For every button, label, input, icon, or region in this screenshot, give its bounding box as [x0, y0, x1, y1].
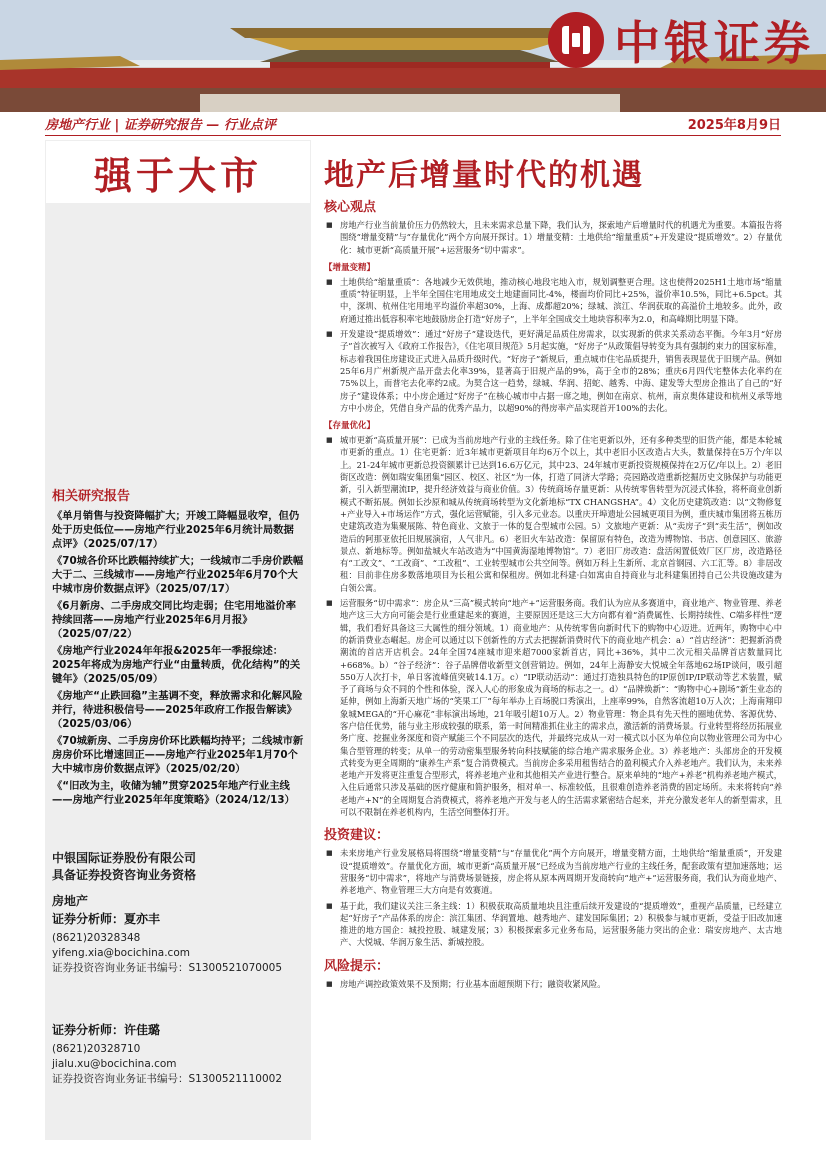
core-intro: ■ 房地产行业当前量价压力仍然较大，且未来需求总量下降，我们认为，探索地产后增量时代的机遇尤为重要。本篇报告将围绕“增量变精”与“存量优化”两个方向展开探讨。1）增量变精：土地供给“缩量重质”+开发建设“提质增效”。2）存量优化：城市更新“高质量开展”+运营服务“切中需求”。	[324, 219, 782, 256]
analyst-email[interactable]: yifeng.xia@bocichina.com	[52, 947, 190, 959]
related-reports	[52, 485, 304, 810]
risk-heading: 风险提示：	[324, 958, 390, 974]
firm-name: 中银国际证券股份有限公司	[52, 851, 197, 865]
related-item[interactable]: 《房地产行业2024年年报&2025年一季报综述：2025年将成为房地产行业“由量转质，优化结构”的关键年》（2025/05/09）	[52, 645, 301, 685]
analyst-name: 证券分析师：许佳璐	[52, 1023, 161, 1037]
firm-sector: 房地产	[52, 894, 89, 908]
report-category: 房地产行业 | 证券研究报告 — 行业点评	[45, 118, 276, 133]
related-item[interactable]: 《70城新房、二手房房价环比跌幅均持平；二线城市新房房价环比增速回正——房地产行业2025年1月70个大中城市房价数据点评》（2025/02/20）	[52, 735, 304, 775]
logo-text: 中银证券	[614, 16, 814, 70]
analyst-2	[52, 1023, 304, 1087]
related-item[interactable]: 《房地产“止跌回稳”主基调不变，释放需求和化解风险并行，待进积极信号——2025年政府工作报告解读》（2025/03/06）	[52, 690, 303, 730]
invest-paragraph-2: ■ 基于此，我们建议关注三条主线：1）积极获取高质量地块且注重后续开发建设的“提质增效”，重视产品质量，已经建立起“好房子”产品体系的房企：滨江集团、华润置地、越秀地产、建发国际集团；2）积极参与城市更新，受益于旧改加速推进的地方国企：城投控股、城建发展；3）积极探索多元业务布局，运营服务能力突出的企业：瑞安房地产、太古地产、大悦城、华润万象生活、新城控股。	[324, 900, 782, 949]
risk-text: ■ 房地产调控政策效果不及预期；行业基本面超预期下行；融资收紧风险。	[324, 978, 782, 990]
related-item[interactable]: 《“旧改为主，收储为辅”贯穿2025年地产行业主线——房地产行业2025年年度策略》（2024/12/13）	[52, 780, 295, 806]
boc-logo-icon	[548, 12, 604, 68]
invest-paragraph-1: ■ 未来房地产行业发展格局将围绕“增量变精”与“存量优化”两个方向展开，增量变精方面，土地供给“缩量重质”，开发建设“提质增效”。存量优化方面，城市更新“高质量开展”已经成为当前房地产行业的主线任务，配套政策有望加速落地；运营服务“切中需求”，将地产与消费场景链接，房企将从原本两周期开发商转向“地产+”运营服务商，我们认为商业地产、养老地产、物业管理三大方向是有效赛道。	[324, 847, 782, 896]
firm-info	[52, 850, 304, 910]
related-item[interactable]: 《单月销售与投资降幅扩大；开竣工降幅显收窄，但仍处于历史低位——房地产行业2025年6月统计局数据点评》（2025/07/17）	[52, 510, 300, 550]
rating-label: 强于大市	[93, 153, 262, 198]
main-content	[324, 196, 782, 993]
related-heading: 相关研究报告	[52, 489, 131, 504]
land-supply-paragraph: ■ 土地供给“缩量重质”：各地减少无效供地，推动核心地段宅地入市，规划调整更合理。这也使得2025H1土地市场“缩量重质”特征明显，上半年全国住宅用地成交土地建面同比-4%，楼面均价同比+25%，溢价率10.5%，同比+6.5pct。其中，深圳、杭州住宅用地平均溢价率超30%，上海、成都超20%；绿城、滨江、华润获取的高溢价土地较多。此外，政府通过推出低容积率宅地鼓励房企打造“好房子”，上半年全国成交土地块容积率为2.0，和高峰期比明显下降。	[324, 276, 782, 325]
analyst-cert: 证券投资咨询业务证书编号：S1300521070005	[52, 962, 283, 974]
analyst-name: 证券分析师：夏亦丰	[52, 912, 161, 926]
core-heading: 核心观点	[324, 200, 377, 215]
report-header-strip	[45, 112, 781, 136]
report-date: 2025年8月9日	[687, 118, 781, 133]
development-paragraph: ■ 开发建设“提质增效”：通过“好房子”建设迭代，更好满足品质住房需求，以实现新的供求关系动态平衡。今年3月“好房子”首次被写入《政府工作报告》，《住宅项目规范》5月起实施，“好房子”从政策倡导转变为具有强制约束力的国家标准，标志着我国住房建设正式进入品质升级时代。“好房子”新规后，重点城市住宅品质提升，销售表现显优于旧规产品。例如25年6月广州新规产品开盘去化率39%，显著高于旧规产品的9%，高于全市的28%；重庆6月四代宅整体去化率约在75%以上，而普宅去化率约2成。为契合这一趋势，绿城、华润、招蛇、越秀、中海、建发等大型房企推出了自己的“好房子”建设体系；中小房企通过“好房子”在核心城市中占据一席之地，例如在南京、杭州，南京奥体建设和杭州义承等地方中小房企，凭借自身产品的优秀产品力，以超90%的得房率产品实现首开100%的去化。	[324, 328, 782, 414]
analyst-cert: 证券投资咨询业务证书编号：S1300521110002	[52, 1073, 283, 1085]
tag-increment: 【增量变精】	[324, 262, 376, 273]
related-item[interactable]: 《6月新房、二手房成交同比均走弱；住宅用地溢价率持续回落——房地产行业2025年6月月报》（2025/07/22）	[52, 600, 296, 640]
header-banner	[0, 0, 826, 112]
analyst-1	[52, 912, 304, 976]
report-title: 地产后增量时代的机遇	[324, 158, 644, 193]
analyst-phone: (8621)20328710	[52, 1043, 141, 1055]
rating-box	[45, 140, 311, 204]
company-logo	[548, 10, 814, 70]
urban-renewal-paragraph: ■ 城市更新“高质量开展”：已成为当前房地产行业的主线任务。除了住宅更新以外，还有多种类型的旧货产能，都是本轮城市更新的重点。1）住宅更新：近3年城市更新项目年均6万个以上，其中老旧小区改造占大头，数量保持在5万个/年以上。21-24年城市更新总投资额累计已达到16.6万亿元，其中23、24年城市更新投资规模保持在2万亿/年以上。2）老旧街区改造：例如瑞安集团集“园区、校区、社区”为一体，打造了同济大学路；亮园路改造重新挖掘历史文脉保护与功能更新，引入新型潮流IP，提升经济效益与商业价值。3）传统商场存量更新：从传统零售转型为沉浸式体验，将杯商业创新模式不断拓展。例如长沙原和城从传统商场转型为文化新地标“TX CHANGSHA”。4）文化历史建筑改造：以“文物修复+产业导入+市场运作”方式，强化运营赋能，引入多元业态。以重庆开埠遗址公园城更项目为例，重庆城市集团将五栋历史建筑改造为集聚展陈、特色商业、文旅于一体的复合型城市公园。5）文旅地产更新：从“卖房子”到“卖生活”，例如改造后的阿那亚依托旧规展演宿，人气非凡。6）老旧火车站改造：保留原有特色，改造为博物馆、书店、创意园区、旅游景点、新地标等。例如盐城火车站改造为“中国黄海湿地博物馆”。7）老旧厂房改造：盘活闲置低效厂区厂房，改造路径有“工改文”、“工改商”、“工改租”、工业转型城市公共空间等。例如万科上生新所、北京首钢园、六工汇等。8）非居改租：目前非住房多数落地项目为长租公寓和保租房。例如北科建·白如寓由自持商业与北科建集团持自己公共设施改建为白领公寓。	[324, 434, 782, 594]
firm-qualification: 具备证券投资咨询业务资格	[52, 868, 197, 882]
analyst-email[interactable]: jialu.xu@bocichina.com	[52, 1058, 177, 1070]
operations-paragraph: ■ 运营服务“切中需求”：房企从“三高”模式转向“地产+”运营服务商。我们认为应从多赛道中，商业地产、物业管理、养老地产这三大方向可能会是行业重建起来的赛道，主要原因还是这三大方向都有着“消费属性、长期持续性、C端多样性”逻辑，我们看好具备这三大属性的细分领域。1）商业地产：从传统零售向新时代下的购物中心迈进。近两年，购物中心中的新消费业态崛起。房企可以通过以下创新性的方式去把握新消费时代下的商业地产机会：a）“首店经济”：把握新消费潮流的首店开店机会。24年全国74座城市迎来超7000家新首店，同比+36%，其中二次元相关品牌首店数量同比+668%。b）“谷子经济”：谷子品牌借收新型文创营销边。例如，24年上海静安大悦城全年落地62场IP谈问，吸引超550万人次打卡，单日客流峰值突破14.1万。c）“IP联动活动”：通过打造独具特色的IP原创IP/IP联动等艺术装置，赋予了商场与众不同的个性和体验，深入人心的形象成为商场的标志之一。d）“品牌焕新”：“购物中心+剧场”新生业态的延伸，例如上海新天地广场的“笑果工厂”每年举办上百场脱口秀演出，上座率99%，自然客流超10万人次；上海南翔印象城MEGA的“开心麻花”非标演出场地，21年吸引超10万人。2）物业管理：物企具有先天性的圈地优势、客源优势、客户信任优势，能与业主形成较强的联系，第一时间精准抓住业主的需求点，激活新的消费场景。行业转型将经历拓展业务广度、挖掘业务深度和资产赋能三个不同层次的迭代，并最终完成从一对一模式以小区为单位向以物业管理公司为中心集合型管理的转变；从单一的劳动密集型服务转向科技赋能的综合地产需求服务企业。3）养老地产：头部房企的开发模式转变为更全周期的“康养生产系”复合消费模式。当前房企多采用租售结合的盈利模式介入养老地产。我们认为，未来养老地产开发将更注重复合型形式，将养老地产业和其他相关产业进行整合。原来单纯的“地产+养老”机构养老地产模式，入住后通常只涉及基础的医疗健康和简护服务，相对单一、标准较低，且很难创造养老消费的固定场所。未来将转向“养老地产+N”的全周期复合消费模式，将养老地产开发与老人的生活需求紧密结合起来，并充分激发老年人的新型需求，且可以不限制在养老机构内，生活空间整体打开。	[324, 597, 782, 818]
analyst-phone: (8621)20328348	[52, 932, 141, 944]
invest-heading: 投资建议：	[324, 828, 390, 844]
related-item[interactable]: 《70城各价环比跌幅持续扩大；一线城市二手房价跌幅大于二、三线城市——房地产行业2025年6月70个大中城市房价数据点评》（2025/07/17）	[52, 555, 304, 595]
related-list	[52, 509, 304, 807]
tag-stock: 【存量优化】	[324, 421, 376, 432]
